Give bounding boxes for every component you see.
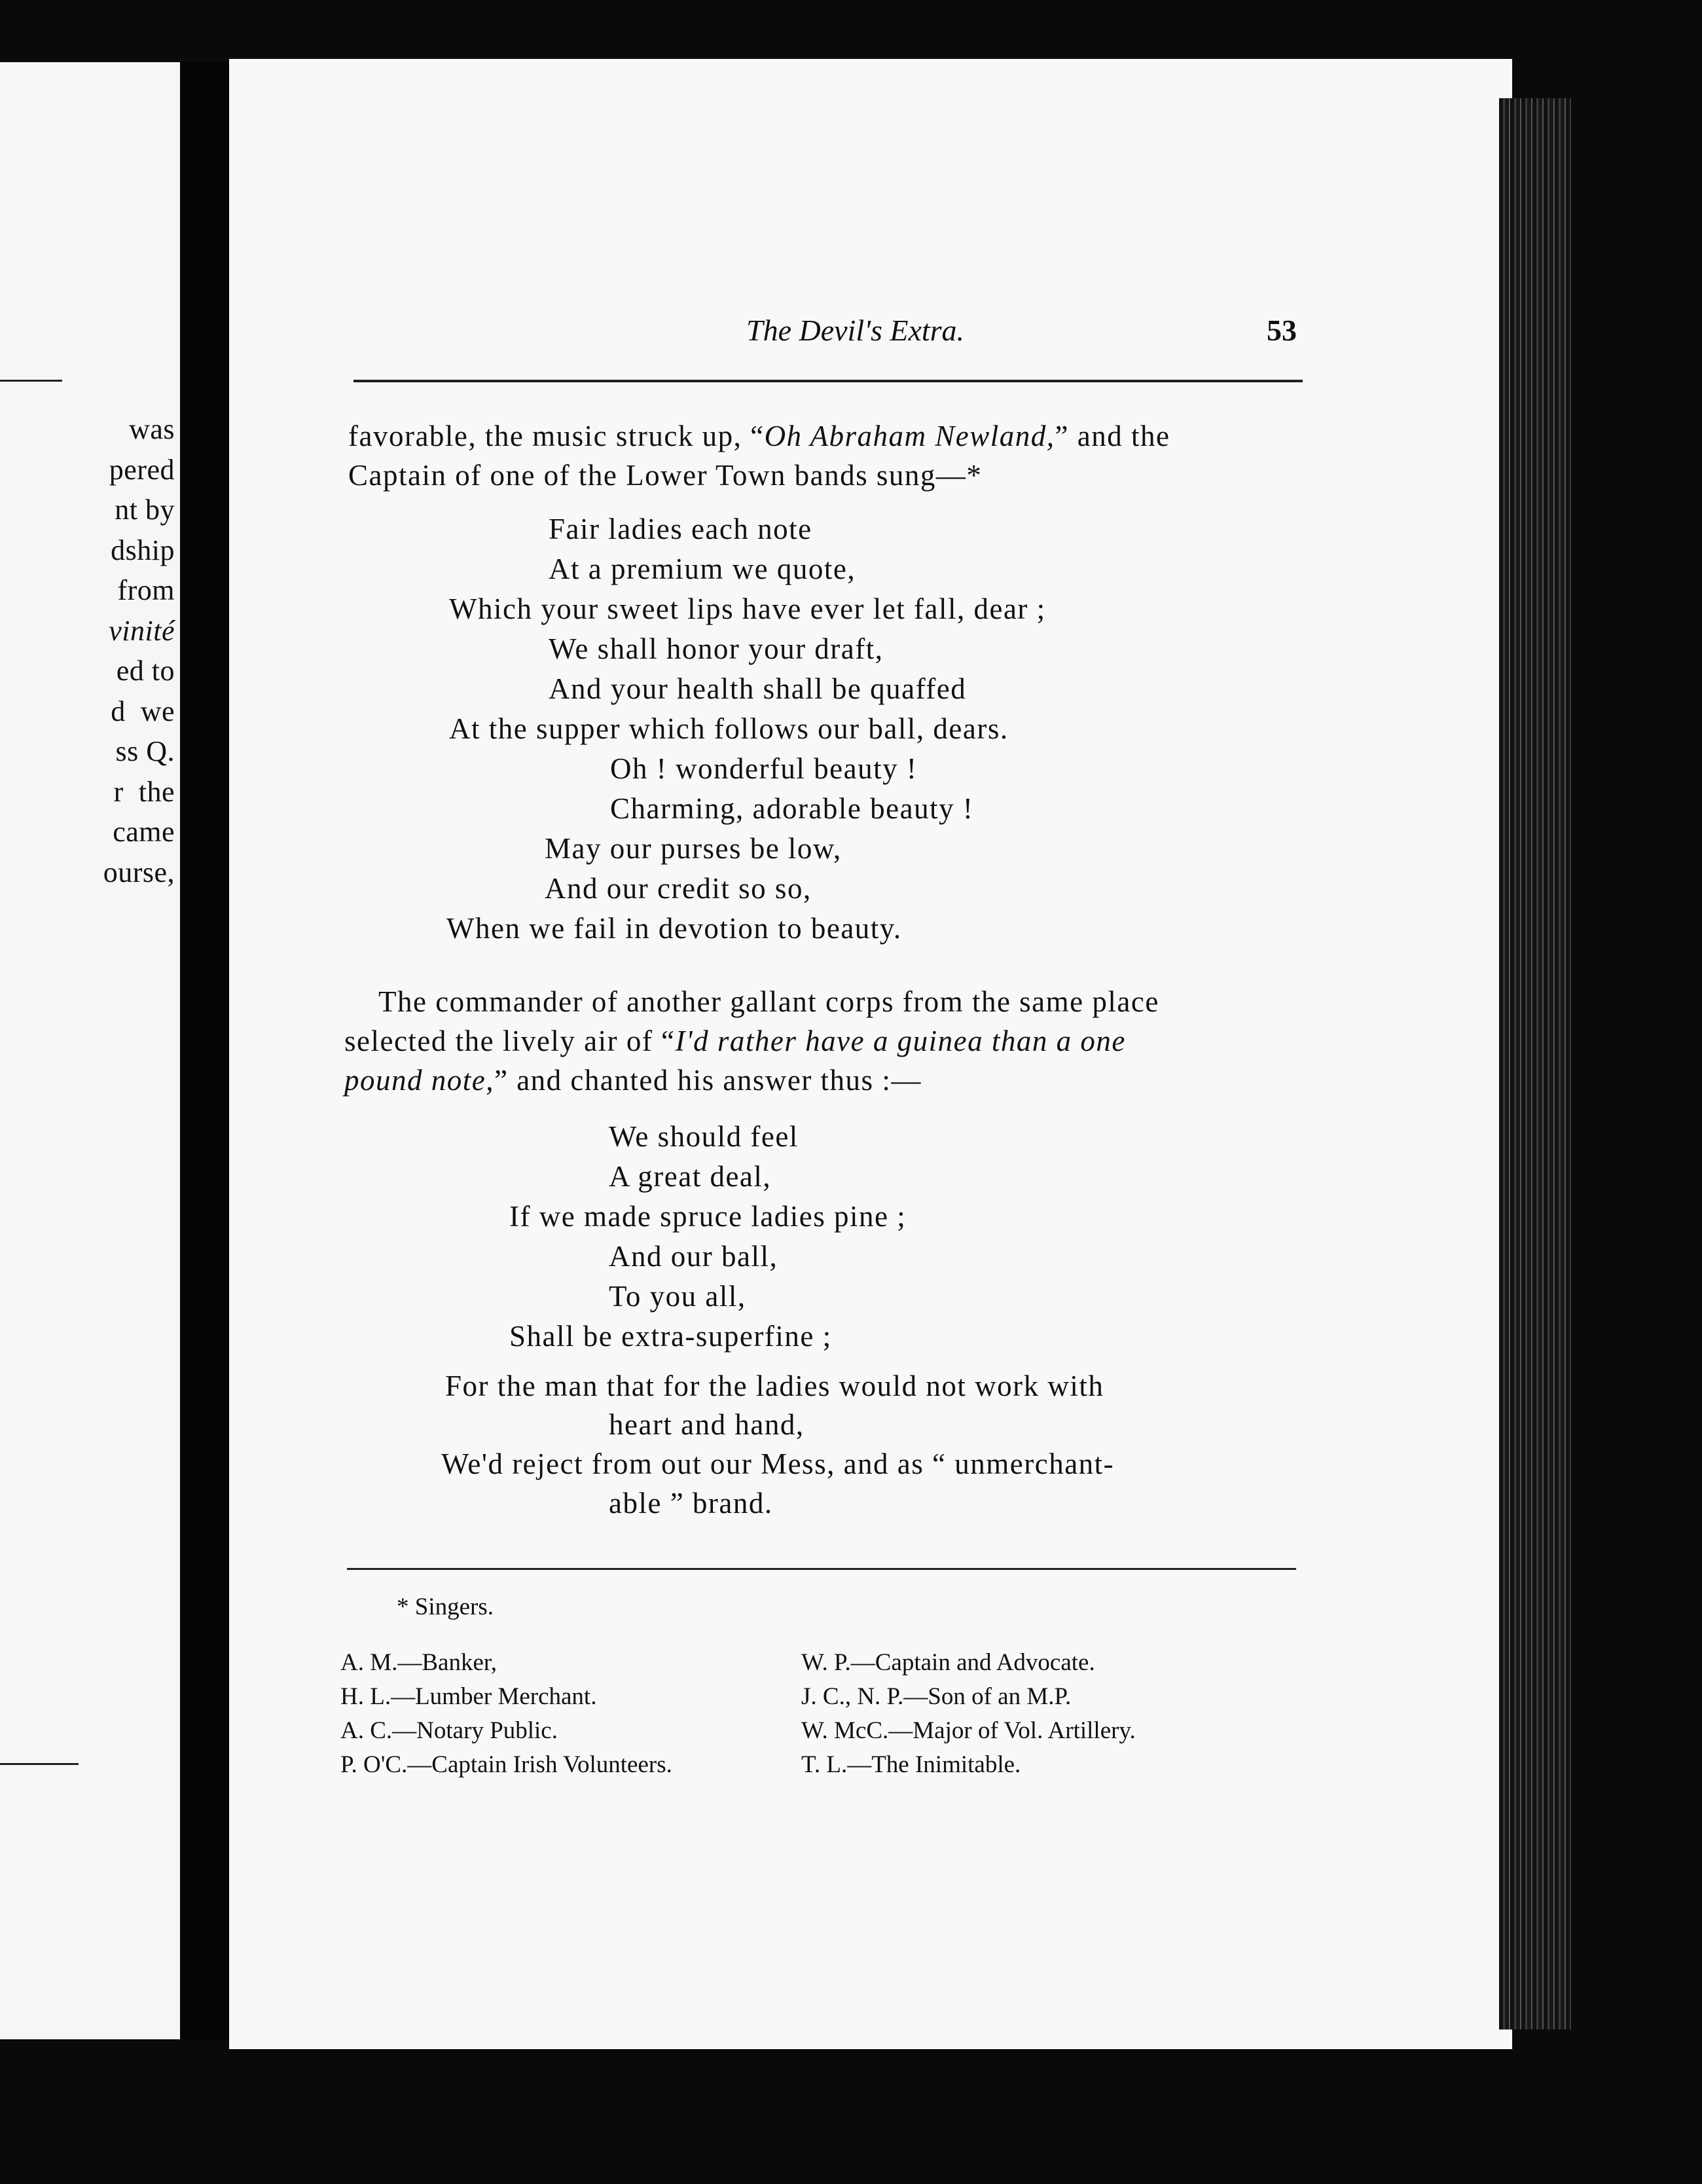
verse-line: Charming, adorable beauty ! — [610, 792, 974, 825]
left-facing-page — [0, 62, 180, 2039]
song-title-italic: pound note, — [344, 1064, 494, 1097]
left-line: was — [129, 413, 175, 445]
left-line: from — [117, 574, 175, 606]
footnote-title: * Singers. — [397, 1593, 494, 1620]
verse-line: Shall be extra-superfine ; — [509, 1320, 832, 1353]
verse-line: To you all, — [609, 1280, 746, 1313]
header-rule — [353, 380, 1303, 382]
verse-line: At a premium we quote, — [549, 553, 856, 585]
left-line: ss Q. — [115, 735, 175, 767]
singer-entry: J. C., N. P.—Son of an M.P. — [801, 1683, 1072, 1710]
text-run: ” and chanted his answer thus :— — [494, 1064, 922, 1097]
left-line: dship — [111, 534, 175, 566]
running-title: The Devil's Extra. — [746, 314, 965, 347]
verse-line: able ” brand. — [609, 1487, 773, 1520]
song-title-italic: Oh Abraham Newland, — [764, 420, 1055, 452]
left-line: came — [113, 816, 175, 848]
paragraph-line: The commander of another gallant corps from the same place — [378, 985, 1159, 1018]
text-run: ” and the — [1055, 420, 1170, 452]
verse-line: At the supper which follows our ball, dears. — [449, 712, 1009, 745]
singer-entry: A. C.—Notary Public. — [340, 1717, 558, 1744]
left-line: d we — [111, 695, 175, 727]
verse-line: Which your sweet lips have ever let fall, dear ; — [449, 592, 1046, 625]
book-gutter — [180, 62, 229, 2039]
left-line: ed to — [116, 655, 175, 687]
paragraph-line — [348, 419, 1170, 453]
left-page-text — [103, 409, 175, 892]
verse-line: If we made spruce ladies pine ; — [509, 1200, 907, 1233]
singer-entry: T. L.—The Inimitable. — [801, 1751, 1021, 1778]
verse-line: When we fail in devotion to beauty. — [446, 912, 902, 945]
singer-entry: W. McC.—Major of Vol. Artillery. — [801, 1717, 1136, 1744]
singer-entry: A. M.—Banker, — [340, 1649, 497, 1676]
verse-line: We'd reject from out our Mess, and as “ unmerchant- — [441, 1447, 1115, 1480]
verse-line: And our credit so so, — [545, 872, 812, 905]
left-page-rule-top — [0, 380, 62, 382]
verse-line: May our purses be low, — [545, 832, 842, 865]
verse-line: We should feel — [609, 1120, 799, 1153]
left-page-rule-bottom — [0, 1763, 79, 1765]
verse-line: Oh ! wonderful beauty ! — [610, 752, 918, 785]
footnote-rule — [347, 1568, 1296, 1570]
text-run: selected the lively air of “ — [344, 1025, 676, 1057]
paragraph-line — [344, 1024, 1126, 1058]
verse-line: We shall honor your draft, — [549, 632, 884, 665]
verse-line: And our ball, — [609, 1240, 778, 1273]
left-line: vinité — [109, 614, 175, 647]
page-number: 53 — [1267, 314, 1297, 347]
verse-line: Fair ladies each note — [549, 513, 812, 545]
left-line: r the — [113, 775, 175, 808]
text-run: favorable, the music struck up, “ — [348, 420, 765, 452]
singer-entry: P. O'C.—Captain Irish Volunteers. — [340, 1751, 672, 1778]
page-edges — [1499, 98, 1571, 2029]
verse-line: heart and hand, — [609, 1408, 805, 1441]
verse-line: For the man that for the ladies would not work with — [445, 1370, 1104, 1402]
verse-line: And your health shall be quaffed — [549, 672, 967, 705]
left-line: pered — [109, 453, 175, 486]
paragraph-line — [344, 1063, 922, 1097]
left-line: ourse, — [103, 856, 175, 888]
paragraph-line: Captain of one of the Lower Town bands sung—* — [348, 459, 983, 492]
singer-entry: W. P.—Captain and Advocate. — [801, 1649, 1095, 1676]
song-title-italic: I'd rather have a guinea than a one — [675, 1025, 1126, 1057]
left-line: nt by — [115, 494, 175, 526]
singer-entry: H. L.—Lumber Merchant. — [340, 1683, 597, 1710]
verse-line: A great deal, — [609, 1160, 772, 1193]
